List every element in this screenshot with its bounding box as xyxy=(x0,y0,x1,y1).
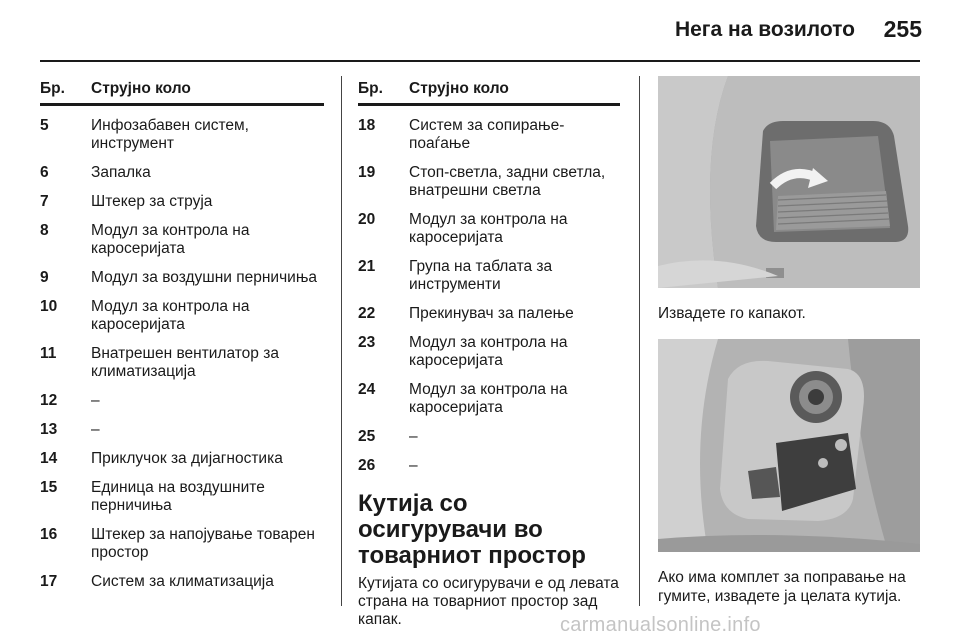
figure-caption-2: Ако има комплет за поправање на гумите, извадете ја целата кутија. xyxy=(658,569,906,605)
fuse-circuit: Запалка xyxy=(91,164,151,181)
figure-cover-panel xyxy=(658,76,920,288)
fuse-row xyxy=(40,573,324,591)
fuse-row xyxy=(40,526,324,562)
fuse-circuit: Систем за сопирање-поаѓање xyxy=(409,117,565,152)
fuse-number: 22 xyxy=(358,305,376,322)
fuse-circuit: Стоп-светла, задни светла, внатрешни светла xyxy=(409,164,606,199)
fuse-number: 21 xyxy=(358,258,376,275)
running-header-title: Нега на возилото xyxy=(674,18,855,41)
fuse-circuit: Инфозабавен систем, инструмент xyxy=(91,117,249,152)
fuse-number: 25 xyxy=(358,428,376,445)
fuse-row xyxy=(358,164,620,200)
fuse-circuit: Внатрешен вентилатор за климатизација xyxy=(91,345,279,380)
fuse-circuit: Модул за контрола на каросеријата xyxy=(409,381,568,416)
fuse-row xyxy=(40,222,324,258)
fuse-circuit: Штекер за напојување товарен простор xyxy=(91,526,315,561)
fuse-row xyxy=(358,457,620,475)
fuse-row xyxy=(40,164,324,182)
fuse-number: 16 xyxy=(40,526,58,543)
fuse-row xyxy=(358,428,620,446)
figure-fuse-box xyxy=(658,339,920,552)
header-no: Бр. xyxy=(358,80,383,97)
fuse-table-right xyxy=(358,80,620,475)
fuse-table-header xyxy=(358,80,620,106)
fuse-number: 14 xyxy=(40,450,58,467)
fuse-circuit: Модул за воздушни перничиња xyxy=(91,269,318,286)
fuse-table-header xyxy=(40,80,324,106)
fuse-number: 23 xyxy=(358,334,376,351)
fuse-circuit: – xyxy=(91,421,100,438)
fuse-row xyxy=(358,381,620,417)
fuse-row xyxy=(40,345,324,381)
fuse-circuit: Модул за контрола на каросеријата xyxy=(409,334,568,369)
fuse-number: 18 xyxy=(358,117,376,134)
fuse-number: 19 xyxy=(358,164,376,181)
fuse-number: 9 xyxy=(40,269,49,286)
column-right xyxy=(658,76,920,606)
fuse-row xyxy=(40,421,324,439)
column-divider-left xyxy=(341,76,342,606)
fuse-circuit: Група на таблата за инструменти xyxy=(409,258,553,293)
fuse-row xyxy=(358,334,620,370)
fuse-number: 10 xyxy=(40,298,58,315)
fuse-row xyxy=(358,258,620,294)
fuse-row xyxy=(40,298,324,334)
fuse-row xyxy=(358,117,620,153)
watermark: carmanualsonline.info xyxy=(560,614,761,636)
fuse-row xyxy=(40,117,324,153)
cover-panel-illustration xyxy=(658,76,920,288)
fuse-circuit: Модул за контрола на каросеријата xyxy=(91,222,250,257)
header-no: Бр. xyxy=(40,80,65,97)
column-divider-right xyxy=(639,76,640,606)
fuse-number: 11 xyxy=(40,345,57,362)
fuse-row xyxy=(40,479,324,515)
fuse-circuit: Модул за контрола на каросеријата xyxy=(91,298,250,333)
header-circuit: Струјно коло xyxy=(91,80,191,97)
fuse-number: 26 xyxy=(358,457,376,474)
figure-caption-1: Извадете го капакот. xyxy=(658,305,806,322)
fuse-number: 13 xyxy=(40,421,58,438)
fuse-circuit: Систем за климатизација xyxy=(91,573,274,590)
header-rule xyxy=(40,60,920,62)
fuse-number: 20 xyxy=(358,211,376,228)
page-number: 255 xyxy=(883,16,922,42)
fuse-circuit: – xyxy=(409,457,418,474)
fuse-number: 17 xyxy=(40,573,58,590)
fuse-circuit: Единица на воздушните перничиња xyxy=(91,479,265,514)
column-middle xyxy=(358,80,620,629)
fuse-number: 24 xyxy=(358,381,376,398)
column-left xyxy=(40,80,324,591)
header-circuit: Струјно коло xyxy=(409,80,509,97)
fuse-number: 7 xyxy=(40,193,49,210)
fuse-circuit: Модул за контрола на каросеријата xyxy=(409,211,568,246)
fuse-circuit: Штекер за струја xyxy=(91,193,213,210)
fuse-circuit: Прекинувач за палење xyxy=(409,305,574,322)
fuse-row xyxy=(358,211,620,247)
fuse-row xyxy=(40,193,324,211)
fuse-table-left xyxy=(40,80,324,591)
fuse-number: 12 xyxy=(40,392,58,409)
fuse-row xyxy=(358,305,620,323)
fuse-circuit: – xyxy=(409,428,418,445)
fuse-circuit: Приклучок за дијагностика xyxy=(91,450,283,467)
fuse-row xyxy=(40,269,324,287)
fuse-number: 6 xyxy=(40,164,49,181)
fuse-row xyxy=(40,450,324,468)
fuse-number: 8 xyxy=(40,222,49,239)
fuse-number: 15 xyxy=(40,479,58,496)
fuse-number: 5 xyxy=(40,117,49,134)
fuse-box-illustration xyxy=(658,339,920,552)
section-body: Кутијата со осигурувачи е од левата страна на товарниот простор зад капак. xyxy=(358,575,619,628)
fuse-circuit: – xyxy=(91,392,100,409)
fuse-row xyxy=(40,392,324,410)
section-title: Кутија со осигурувачи во товарниот простор xyxy=(358,490,586,569)
